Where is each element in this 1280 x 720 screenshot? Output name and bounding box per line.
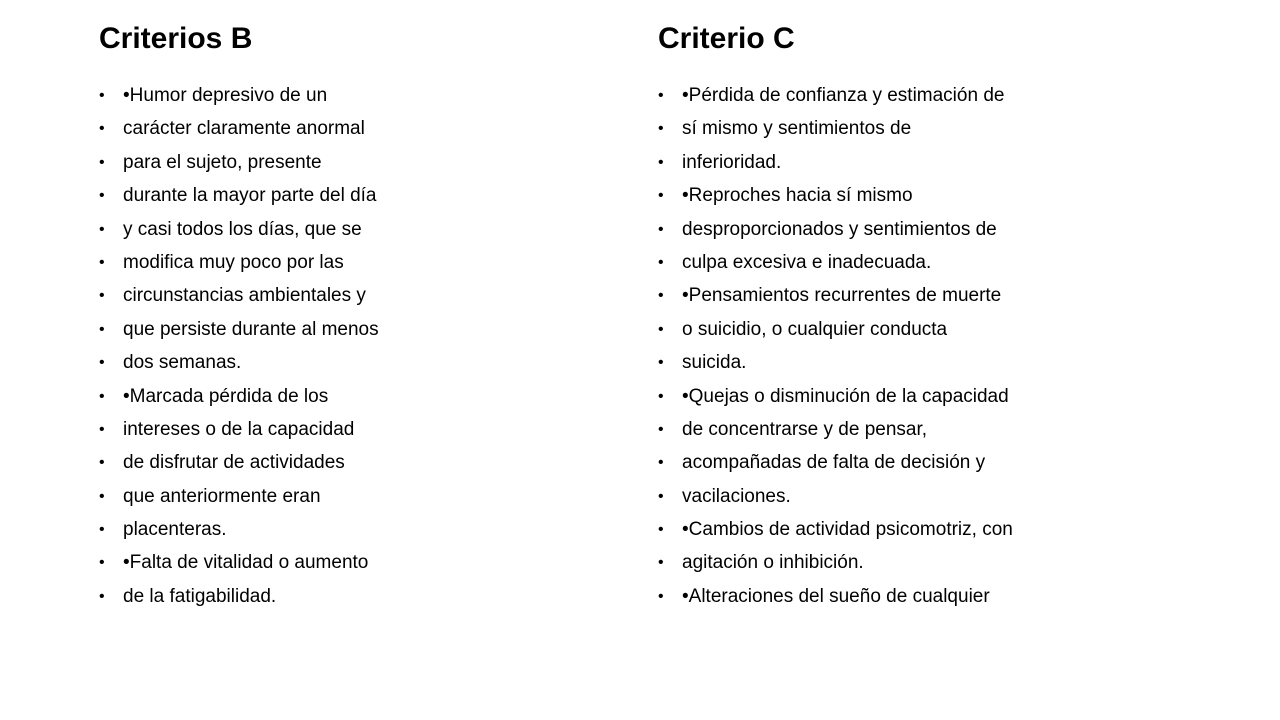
- list-item-text: de la fatigabilidad.: [123, 585, 277, 607]
- list-item-text: intereses o de la capacidad: [123, 418, 355, 440]
- list-item: [99, 279, 379, 312]
- list-item: [99, 146, 379, 179]
- list-item: [99, 346, 379, 379]
- list-item: [99, 179, 379, 212]
- list-item: [658, 279, 1013, 312]
- bullet-icon: •: [658, 253, 664, 271]
- bullet-icon: •: [99, 253, 105, 271]
- bullet-icon: •: [99, 354, 105, 372]
- list-item-text: durante la mayor parte del día: [123, 185, 377, 207]
- bullet-icon: •: [658, 420, 664, 438]
- list-item-text: modifica muy poco por las: [123, 251, 344, 273]
- list-item-text: inferioridad.: [682, 151, 782, 173]
- bullet-icon: •: [99, 287, 105, 305]
- list-item: [99, 446, 379, 479]
- bullet-icon: •: [658, 354, 664, 372]
- criterio-c-list: [658, 79, 1013, 613]
- bullet-icon: •: [658, 554, 664, 572]
- list-item-text: sí mismo y sentimientos de: [682, 118, 912, 140]
- bullet-icon: •: [99, 521, 105, 539]
- list-item-text: y casi todos los días, que se: [123, 218, 362, 240]
- bullet-icon: •: [658, 287, 664, 305]
- list-item-text: circunstancias ambientales y: [123, 285, 366, 307]
- list-item: [658, 213, 1013, 246]
- list-item-text: •Alteraciones del sueño de cualquier: [682, 585, 990, 607]
- bullet-icon: •: [658, 220, 664, 238]
- list-item: [99, 213, 379, 246]
- list-item: [99, 112, 379, 145]
- list-item: [658, 246, 1013, 279]
- bullet-icon: •: [658, 120, 664, 138]
- list-item: [658, 313, 1013, 346]
- bullet-icon: •: [658, 587, 664, 605]
- list-item-text: vacilaciones.: [682, 485, 791, 507]
- bullet-icon: •: [99, 87, 105, 104]
- criterio-c-title: Criterio C: [658, 22, 795, 55]
- list-item: [658, 413, 1013, 446]
- list-item-text: •Marcada pérdida de los: [123, 385, 329, 407]
- list-item: [99, 480, 379, 513]
- bullet-icon: •: [99, 420, 105, 438]
- bullet-icon: •: [99, 153, 105, 171]
- bullet-icon: •: [99, 554, 105, 572]
- list-item-text: o suicidio, o cualquier conducta: [682, 318, 948, 340]
- list-item: [658, 446, 1013, 479]
- list-item-text: •Pérdida de confianza y estimación de: [682, 85, 1005, 106]
- list-item: [99, 546, 379, 579]
- list-item-text: carácter claramente anormal: [123, 118, 365, 140]
- list-item-text: •Falta de vitalidad o aumento: [123, 552, 369, 574]
- bullet-icon: •: [99, 187, 105, 205]
- list-item: [658, 146, 1013, 179]
- list-item: [99, 580, 379, 613]
- bullet-icon: •: [658, 187, 664, 205]
- list-item-text: •Pensamientos recurrentes de muerte: [682, 285, 1002, 307]
- list-item-text: agitación o inhibición.: [682, 552, 864, 574]
- list-item-text: •Reproches hacia sí mismo: [682, 185, 913, 207]
- list-item: [658, 380, 1013, 413]
- list-item-text: dos semanas.: [123, 352, 242, 374]
- list-item-text: que persiste durante al menos: [123, 318, 379, 340]
- bullet-icon: •: [658, 87, 664, 104]
- list-item: [658, 179, 1013, 212]
- list-item-text: para el sujeto, presente: [123, 151, 322, 173]
- list-item: [99, 79, 379, 112]
- list-item: [658, 346, 1013, 379]
- list-item-text: •Cambios de actividad psicomotriz, con: [682, 519, 1013, 541]
- list-item: [658, 112, 1013, 145]
- list-item: [658, 480, 1013, 513]
- bullet-icon: •: [658, 521, 664, 539]
- list-item-text: desproporcionados y sentimientos de: [682, 218, 997, 240]
- list-item: [658, 546, 1013, 579]
- bullet-icon: •: [99, 387, 105, 405]
- list-item-text: de disfrutar de actividades: [123, 452, 345, 474]
- list-item-text: suicida.: [682, 352, 747, 374]
- list-item: [99, 246, 379, 279]
- list-item: [99, 413, 379, 446]
- bullet-icon: •: [99, 487, 105, 505]
- bullet-icon: •: [658, 320, 664, 338]
- bullet-icon: •: [99, 220, 105, 238]
- list-item-text: culpa excesiva e inadecuada.: [682, 251, 932, 273]
- bullet-icon: •: [99, 320, 105, 338]
- bullet-icon: •: [658, 387, 664, 405]
- bullet-icon: •: [658, 454, 664, 472]
- list-item-text: •Humor depresivo de un: [123, 85, 328, 106]
- bullet-icon: •: [99, 120, 105, 138]
- list-item: [658, 580, 1013, 613]
- criterios-b-title: Criterios B: [99, 22, 253, 55]
- list-item: [99, 513, 379, 546]
- list-item: [99, 313, 379, 346]
- bullet-icon: •: [658, 153, 664, 171]
- list-item-text: acompañadas de falta de decisión y: [682, 452, 986, 474]
- list-item: [99, 380, 379, 413]
- bullet-icon: •: [99, 454, 105, 472]
- list-item-text: que anteriormente eran: [123, 485, 321, 507]
- list-item: [658, 79, 1013, 112]
- bullet-icon: •: [658, 487, 664, 505]
- list-item-text: placenteras.: [123, 519, 227, 541]
- list-item-text: de concentrarse y de pensar,: [682, 418, 928, 440]
- criterios-b-list: [99, 79, 379, 613]
- list-item: [658, 513, 1013, 546]
- list-item-text: •Quejas o disminución de la capacidad: [682, 385, 1009, 407]
- bullet-icon: •: [99, 587, 105, 605]
